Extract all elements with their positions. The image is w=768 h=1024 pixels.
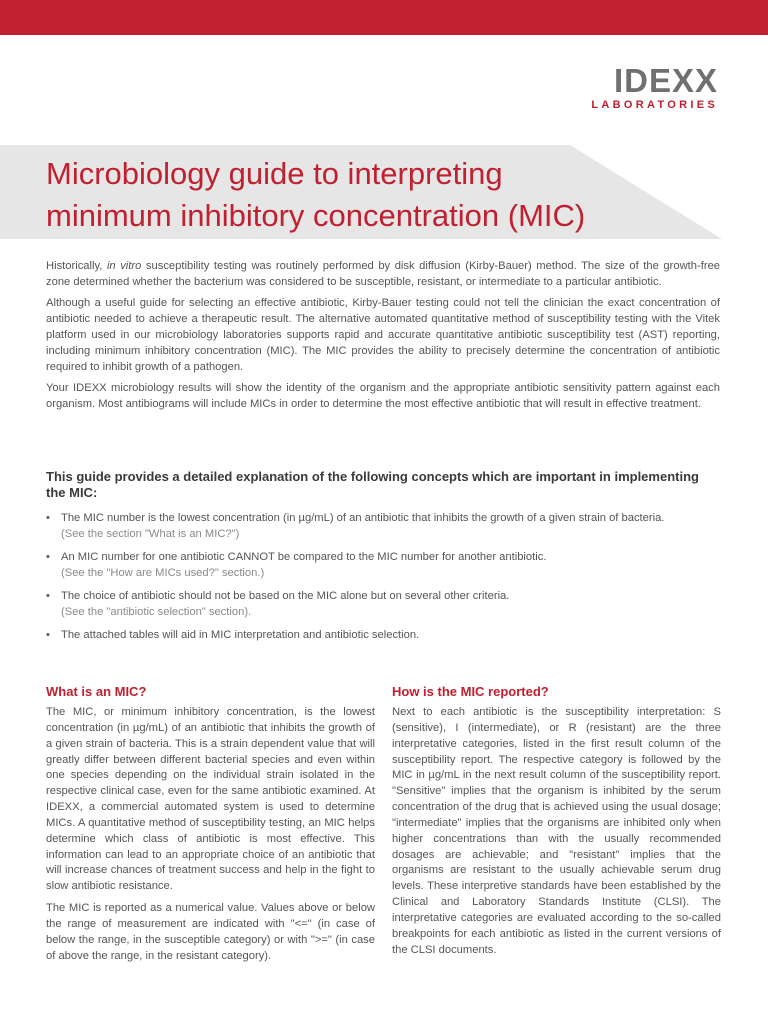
list-item: [46, 549, 720, 581]
list-item-note: (See the "How are MICs used?" section.): [61, 567, 265, 579]
intro-paragraph-1: Historically, in vitro susceptibility testing was routinely performed by disk diffusion (Kirby-Bauer) method. The size of the growth-free zone determined whether the bacterium was considered to be susceptible, resistant, or intermediate to a particular antibiotic.: [46, 260, 721, 288]
list-item: [46, 627, 720, 643]
section-heading: What is an MIC?: [46, 684, 147, 699]
section-paragraph: The MIC is reported as a numerical value. Values above or below the range of measurement are indicated with "<=" (in case of below the range, in the susceptible category) or with ">=" (in case of above the range, in the resistant category).: [46, 902, 375, 962]
list-item: [46, 510, 720, 542]
list-item-note: (See the "antibiotic selection" section).: [61, 606, 252, 618]
what-is-mic-section: [46, 684, 375, 971]
list-item-text: The MIC number is the lowest concentration (in µg/mL) of an antibiotic that inhibits the growth of a given strain of bacteria.: [61, 512, 665, 524]
top-accent-bar: [0, 0, 768, 35]
title-line-1: Microbiology guide to interpreting: [46, 156, 503, 191]
list-item-note: (See the section "What is an MIC?"): [61, 528, 240, 540]
idexx-logo: [568, 62, 718, 111]
title-line-2: minimum inhibitory concentration (MIC): [46, 198, 586, 233]
logo-wordmark: IDEXX: [613, 62, 718, 99]
bullet: •: [46, 551, 50, 563]
bullet: •: [46, 629, 50, 641]
section-paragraph: The MIC, or minimum inhibitory concentration, is the lowest concentration (in µg/mL) of an antibiotic that inhibits the growth of a given strain of bacteria. This is a strain dependent value that will greatly differ between different bacterial species and even within one species depending on the individual strain isolated in the respective clinical case, even for the same antibiotic examined. At IDEXX, a commercial automated system is used to determine MICs. A quantitative method of susceptibility testing, an MIC helps determine which class of antibiotic is most effective. This information can lead to an appropriate choice of an antibiotic that will increase chances of treatment success and help in the fight to slow antibiotic resistance.: [46, 706, 375, 893]
intro-section: [46, 258, 720, 417]
list-item-text: The choice of antibiotic should not be based on the MIC alone but on several other criteria.: [61, 590, 510, 602]
bullet: •: [46, 590, 50, 602]
concepts-list: [46, 510, 720, 650]
section-paragraph: Next to each antibiotic is the susceptibility interpretation: S (sensitive), I (intermediate), or R (resistant) are the three interpretative categories, listed in the first result column of the susceptibility report. The respective category is followed by the MIC in µg/mL in the next result column of the susceptibility report. "Sensitive" implies that the organism is inhibited by the serum concentration of the drug that is achieved using the usual dosage; "intermediate" implies that the organisms are inhibited only when higher concentrations than with the usually recommended dosages are achievable; and "resistant" implies that the organisms are resistant to the usually achievable serum drug levels. These interpretive standards have been established by the Clinical and Laboratory Standards Institute (CLSI). The interpretative categories are evaluated according to the so-called breakpoints for each antibiotic as listed in the current versions of the CLSI documents.: [392, 706, 721, 956]
logo-subtitle: LABORATORIES: [591, 99, 718, 111]
how-reported-section: [392, 684, 721, 965]
page-title: [46, 153, 686, 237]
list-item-text: The attached tables will aid in MIC interpretation and antibiotic selection.: [61, 629, 420, 641]
intro-paragraph-2: Although a useful guide for selecting an effective antibiotic, Kirby-Bauer testing could not tell the clinician the exact concentration of antibiotic needed to achieve a therapeutic result. The alternative automated quantitative method of susceptibility testing with the Vitek platform used in our microbiology laboratories supports rapid and accurate quantitative antibiotic susceptibility test (AST) reporting, including minimum inhibitory concentration (MIC). The MIC provides the ability to precisely determine the concentration of antibiotic required to inhibit growth of a pathogen.: [46, 297, 720, 373]
concepts-heading: This guide provides a detailed explanation of the following concepts which are important in implementing the MIC:: [46, 469, 699, 500]
list-item-text: An MIC number for one antibiotic CANNOT be compared to the MIC number for another antibiotic.: [61, 551, 547, 563]
section-heading: How is the MIC reported?: [392, 684, 549, 699]
bullet: •: [46, 512, 50, 524]
list-item: [46, 588, 720, 620]
intro-paragraph-3: Your IDEXX microbiology results will show the identity of the organism and the appropriate antibiotic sensitivity pattern against each organism. Most antibiograms will include MICs in order to determine the most effective antibiotic that will result in effective treatment.: [46, 382, 720, 410]
